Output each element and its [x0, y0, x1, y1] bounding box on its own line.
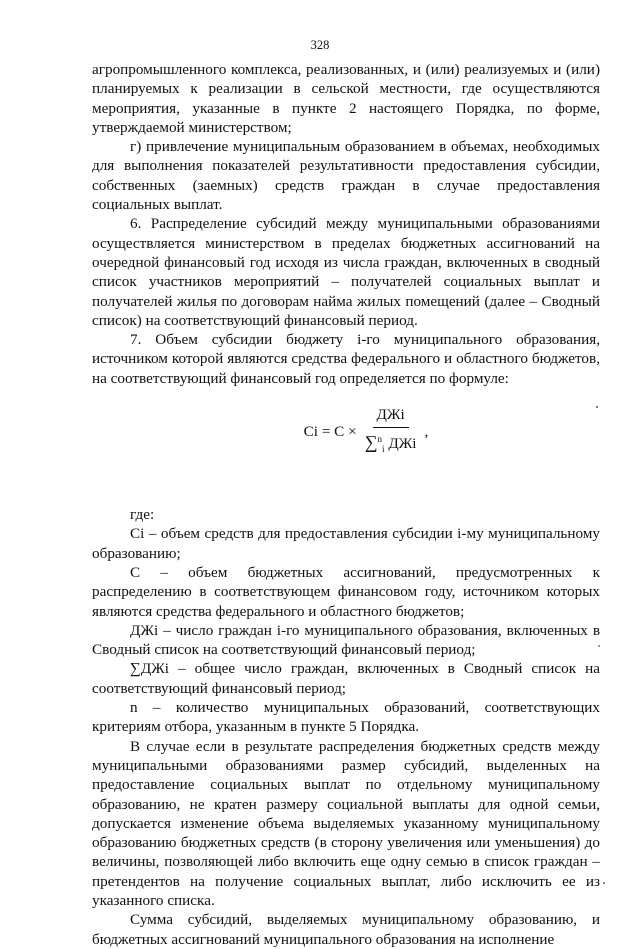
- formula-trailing: ,: [424, 423, 429, 441]
- paragraph-7: 7. Объем субсидии бюджету i-го муниципального образования, источником которой являются средства федерального и областного бюджетов, на соответствующий финансовый год определяется по формуле:: [92, 331, 600, 387]
- sum-symbol: ∑: [364, 431, 378, 452]
- page-content: [92, 60, 600, 949]
- formula-lhs: Ci = C ×: [303, 423, 357, 441]
- sum-upper-limit: n: [377, 433, 383, 444]
- formula-fraction: [361, 405, 421, 459]
- paragraph-item-g: г) привлечение муниципальным образованием в объемах, необходимых для выполнения показателей результативности предоставления субсидии, собственных (заемных) средств граждан в случае предоставления социальных выплат.: [92, 138, 600, 214]
- sum-lower-index: i: [382, 443, 385, 454]
- formula-denominator-group: [361, 428, 421, 459]
- paragraph-sum-subsidies: Сумма субсидий, выделяемых муниципальному образованию, и бюджетных ассигнований муниципального образования на исполнение: [92, 911, 600, 948]
- paragraph-agro: агропромышленного комплекса, реализованных, и (или) реализуемых и (или) планируемых к реализации в сельской местности, где осуществляются мероприятия, указанные в пункте 2 настоящего Порядка, по форме, утверждаемой министерством;: [92, 61, 600, 136]
- scan-speck: [603, 882, 605, 884]
- definition-ci: Ci – объем средств для предоставления субсидии i-му муниципальному образованию;: [92, 525, 600, 562]
- paragraph-rounding: В случае если в результате распределения бюджетных средств между муниципальными образованиями размер субсидий, выделенных на предоставление социальных выплат по отдельному муниципальному образованию, не кратен размеру социальной выплаты для одной семьи, допускается изменение объема выделяемых указанному муниципальному образованию бюджетных средств (в сторону увеличения или уменьшения) до величины, позволяющей либо включить еще одну семью в список граждан – претендентов на получение социальных выплат, либо исключить ее из указанного списка.: [92, 737, 600, 909]
- definition-dzh: ДЖi – число граждан i-го муниципального образования, включенных в Сводный список на соответствующий финансовый период;: [92, 621, 600, 659]
- page-number: 328: [310, 38, 330, 52]
- formula-denominator: ДЖi: [388, 434, 417, 452]
- formula-numerator: ДЖi: [373, 405, 409, 427]
- subsidy-formula: [92, 403, 600, 461]
- scan-speck: [598, 645, 600, 647]
- definition-sum-dzh: ∑ДЖi – общее число граждан, включенных в Сводный список на соответствующий финансовый период;: [92, 660, 600, 697]
- paragraph-6: 6. Распределение субсидий между муниципальными образованиями осуществляется министерством в пределах бюджетных ассигнований на очередной финансовый год исходя из числа граждан, включенных в сводный список участников мероприятий – получателей социальных выплат и получателей жилья по договорам найма жилых помещений (далее – Сводный список) на соответствующий финансовый период.: [92, 215, 600, 329]
- where-label: где:: [130, 506, 155, 524]
- definition-c: С – объем бюджетных ассигнований, предусмотренных к распределению в соответствующем финансовом году, источником которых являются средства федерального и областного бюджетов;: [92, 563, 600, 620]
- scan-speck: [596, 406, 598, 408]
- definition-n: n – количество муниципальных образований, соответствующих критериям отбора, указанным в пункте 5 Порядка.: [92, 699, 600, 736]
